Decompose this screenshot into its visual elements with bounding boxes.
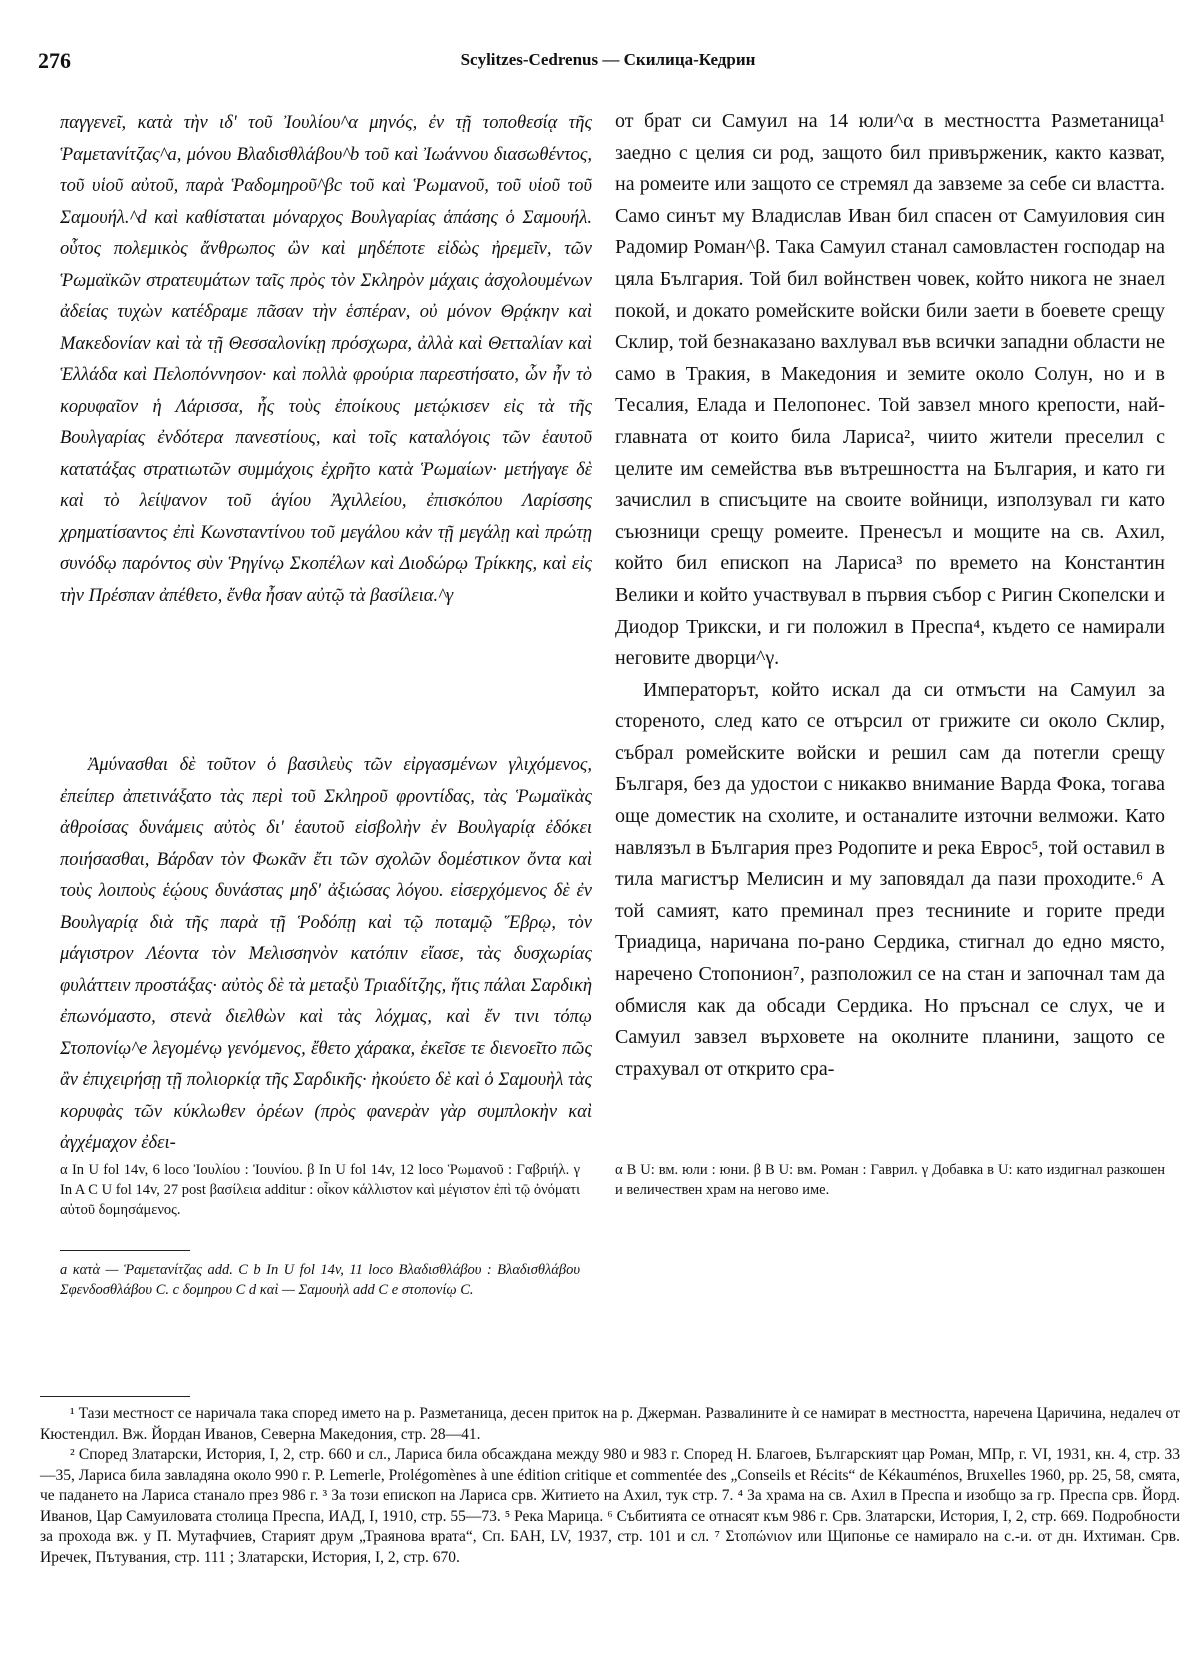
page-number: 276: [38, 48, 71, 73]
footnote-1: ¹ Тази местност се наричала така според името на р. Разметаница, десен приток на р. Джерман. Развалините ѝ се намират в местността, наречена Царичина, недалеч от Кюстендил. Вж. Йордан Иванов, Северна Македония, стр. 28—41.: [40, 1405, 1180, 1443]
greek-apparatus-notes: α In U fol 14v, 6 loco Ἰουλίου : Ἰουνίου. β In U fol 14v, 12 loco Ῥωμανοῦ : Γαβριήλ. γ In A C U fol 14v, 27 post βασίλεια additur : οἶκον κάλλιστον καὶ μέγιστον ἐπὶ τῷ ὀνόματι αὐτοῦ δομησάμενος.: [60, 1162, 580, 1218]
footnotes-divider: [40, 1396, 190, 1397]
greek-critical-notes: a κατὰ — Ῥαμετανίτζας add. C b In U fol 14v, 11 loco Βλαδισθλάβου : Βλαδισθλάβου Σφενδοσθλάβου C. c δομηρου C d καὶ — Σαμουὴλ add C e στοπονίῳ C.: [60, 1262, 580, 1298]
footnote-2: ² Според Златарски, История, I, 2, стр. 660 и сл., Лариса била обсаждана между 980 и 983 г. Според Н. Благоев, Българският цар Роман, МПр, г. VI, 1931, кн. 4, стр. 33—35, Лариса била завладяна около 990 г. P. Lemerle, Prolégomènes à une édition critique et commentée des „Conseils et Récits“ de Kékauménos, Bruxelles 1960, pp. 25, 58, смята, че падането на Лариса станало през 986 г. ³ За този епископ на Лариса срв. Житието на Ахил, тук стр. 7. ⁴ За храма на св. Ахил в Преспа и изобщо за гр. Преспа срв. Йорд. Иванов, Цар Самуиловата столица Преспа, ИАД, I, 1910, стр. 55—73. ⁵ Река Марица. ⁶ Събитията се отнасят към 986 г. Срв. Златарски, История, I, 2, стр. 669. Подробности за прохода вж. у П. Мутафчиев, Старият друм „Траянова врата“, Сп. БАН, LV, 1937, стр. 101 и сл. ⁷ Στοπώνιον или Щипоньe се намирало на с.-и. от дн. Ихтиман. Срв. Иречек, Пътувания, стр. 111 ; Златарски, История, I, 2, стр. 670.: [40, 1446, 1180, 1566]
greek-paragraph-2: Ἀμύνασθαι δὲ τοῦτον ὁ βασιλεὺς τῶν εἰργασμένων γλιχόμενος, ἐπείπερ ἀπετινάξατο τὰς περὶ τοῦ Σκληροῦ φροντίδας, τὰς Ῥωμαϊκὰς ἀθροίσας δυνάμεις αὐτὸς δι' ἑαυτοῦ εἰσβολὴν ἐν Βουλγαρίᾳ ἐδόκει ποιήσασθαι, Βάρδαν τὸν Φωκᾶν ἔτι τῶν σχολῶν δομέστικον ὄντα καὶ τοὺς λοιποὺς ἑῴους δυνάστας μηδ' ἀξιώσας λόγου. εἰσερχόμενος δὲ ἐν Βουλγαρίᾳ διὰ τῆς παρὰ τῇ Ῥοδόπῃ καὶ τῷ ποταμῷ Ἕβρῳ, τὸν μάγιστρον Λέοντα τὸν Μελισσηνὸν κατόπιν εἴασε, τὰς δυσχωρίας φυλάττειν προστάξας· αὐτὸς δὲ τὰ μεταξὺ Τριαδίτζης, ἥτις πάλαι Σαρδικὴ ἐπωνόμαστο, στενὰ διελθὼν καὶ τὰς λόχμας, καὶ ἔν τινι τόπῳ Στοπονίῳ^e λεγομένῳ γενόμενος, ἔθετο χάρακα, ἐκεῖσε τε διενοεῖτο πῶς ἂν ἐπιχειρήσῃ τῇ πολιορκίᾳ τῆς Σαρδικῆς· ἠκούετο δὲ καὶ ὁ Σαμουὴλ τὰς κορυφὰς τῶν κύκλωθεν ὀρέων (πρὸς φανερὰν γὰρ συμπλοκὴν καὶ ἀγχέμαχον ἐδει-: [60, 755, 592, 1153]
greek-text-block-1: [60, 108, 592, 612]
running-head: Scylitzes-Cedrenus — Скилица-Кедрин: [460, 50, 756, 69]
bulgarian-paragraph-2: Императорът, който искал да си отмъсти на Самуил за стореното, след като се отърсил от грижите си около Склир, събрал ромейските войски и решил сам да потегли срещу Българя, без да удостои с никакво внимание Варда Фока, тогава още доместик на схолите, и останалите източни велможи. Като навлязъл в България през Родопите и река Еврос⁵, той оставил в тила магистър Мелисин и му заповядал да пази проходите.⁶ А той самият, като преминал през тесниниte и горите преди Триадица, наричана по-рано Сердика, стигнал до едно място, наречено Стопонион⁷, разположил се на стан и започнал там да обмисля как да обсади Сердика. Но пръснал се слух, че и Самуил завзел върховете на околните планини, защото се страхувал от открито сра-: [615, 678, 1165, 1080]
page-header: [38, 48, 1178, 88]
greek-text-block-2: [60, 750, 592, 1160]
bulgarian-paragraph-1: от брат си Самуил на 14 юли^α в местността Разметаница¹ заедно с целия си род, защото бил привърженик, както казват, на ромеите или защото се стремял да завземе за себе си властта. Само синът му Владислав Иван бил спасен от Самуиловия син Радомир Роман^β. Така Самуил станал самовластен господар на цяла България. Той бил войнствен човек, който никога не знаел покой, и докато ромейските войски били заети в боевете срещу Склир, той безнаказано вахлувал във всички западни области не само в Тракия, в Македония и земите около Солун, но и в Тесалия, Елада и Пелопонес. Той завзел много крепости, най-главната от които била Лариса², чиито жители преселил с целите им семейства във вътрешността на България, и като ги зачислил в списъците на своите войници, използувал ги като съюзници срещу ромеите. Пренесъл и мощите на св. Ахил, който бил епископ на Лариса³ по времето на Константин Велики и който участвувал в първия събор с Ригин Скопелски и Диодор Трикски, и ги положил в Преспа⁴, където се намирали неговите дворци^γ.: [615, 110, 1165, 670]
greek-paragraph-1: παγγενεῖ, κατὰ τὴν ιδ' τοῦ Ἰουλίου^α μηνός, ἐν τῇ τοποθεσίᾳ τῆς Ῥαμετανίτζας^a, μόνου Βλαδισθλάβου^b τοῦ καὶ Ἰωάννου διασωθέντος, τοῦ υἱοῦ αὐτοῦ, παρὰ Ῥαδομηροῦ^βc τοῦ καὶ Ῥωμανοῦ, τοῦ υἱοῦ τοῦ Σαμουήλ.^d καὶ καθίσταται μόναρχος Βουλγαρίας ἁπάσης ὁ Σαμουήλ. οὗτος πολεμικὸς ἄνθρωπος ὢν καὶ μηδέποτε εἰδὼς ἠρεμεῖν, τῶν Ῥωμαϊκῶν στρατευμάτων ταῖς πρὸς τὸν Σκληρὸν μάχαις ἀσχολουμένων ἀδείας τυχὼν κατέδραμε πᾶσαν τὴν ἑσπέραν, οὐ μόνον Θρᾴκην καὶ Μακεδονίαν καὶ τὰ τῇ Θεσσαλονίκῃ πρόσχωρα, ἀλλὰ καὶ Θετταλίαν καὶ Ἑλλάδα καὶ Πελοπόννησον· καὶ πολλὰ φρούρια παρεστήσατο, ὧν ἦν τὸ κορυφαῖον ἡ Λάρισσα, ἧς τοὺς ἐποίκους μετῴκισεν εἰς τὰ τῆς Βουλγαρίας ἐνδότερα πανεστίους, καὶ τοῖς καταλόγοις τῶν ἑαυτοῦ κατατάξας στρατιωτῶν συμμάχοις ἐχρῆτο κατὰ Ῥωμαίων· μετήγαγε δὲ καὶ τὸ λείψανον τοῦ ἁγίου Ἀχιλλείου, ἐπισκόπου Λαρίσσης χρηματίσαντος ἐπὶ Κωνσταντίνου τοῦ μεγάλου κἀν τῇ μεγάλῃ καὶ πρώτῃ συνόδῳ παρόντος σὺν Ῥηγίνῳ Σκοπέλων καὶ Διοδώρῳ Τρίκκης, καὶ εἰς τὴν Πρέσπαν ἀπέθετο, ἔνθα ἦσαν αὐτῷ τὰ βασίλεια.^γ: [60, 113, 592, 606]
apparatus-divider: [60, 1250, 190, 1251]
bulgarian-text-column: [615, 106, 1165, 1085]
footnotes: [40, 1404, 1180, 1568]
bulgarian-apparatus-notes: α В U: вм. юли : юни. β В U: вм. Роман : Гаврил. γ Добавка в U: като издигнал разкошен и величествен храм на негово име.: [615, 1162, 1165, 1198]
